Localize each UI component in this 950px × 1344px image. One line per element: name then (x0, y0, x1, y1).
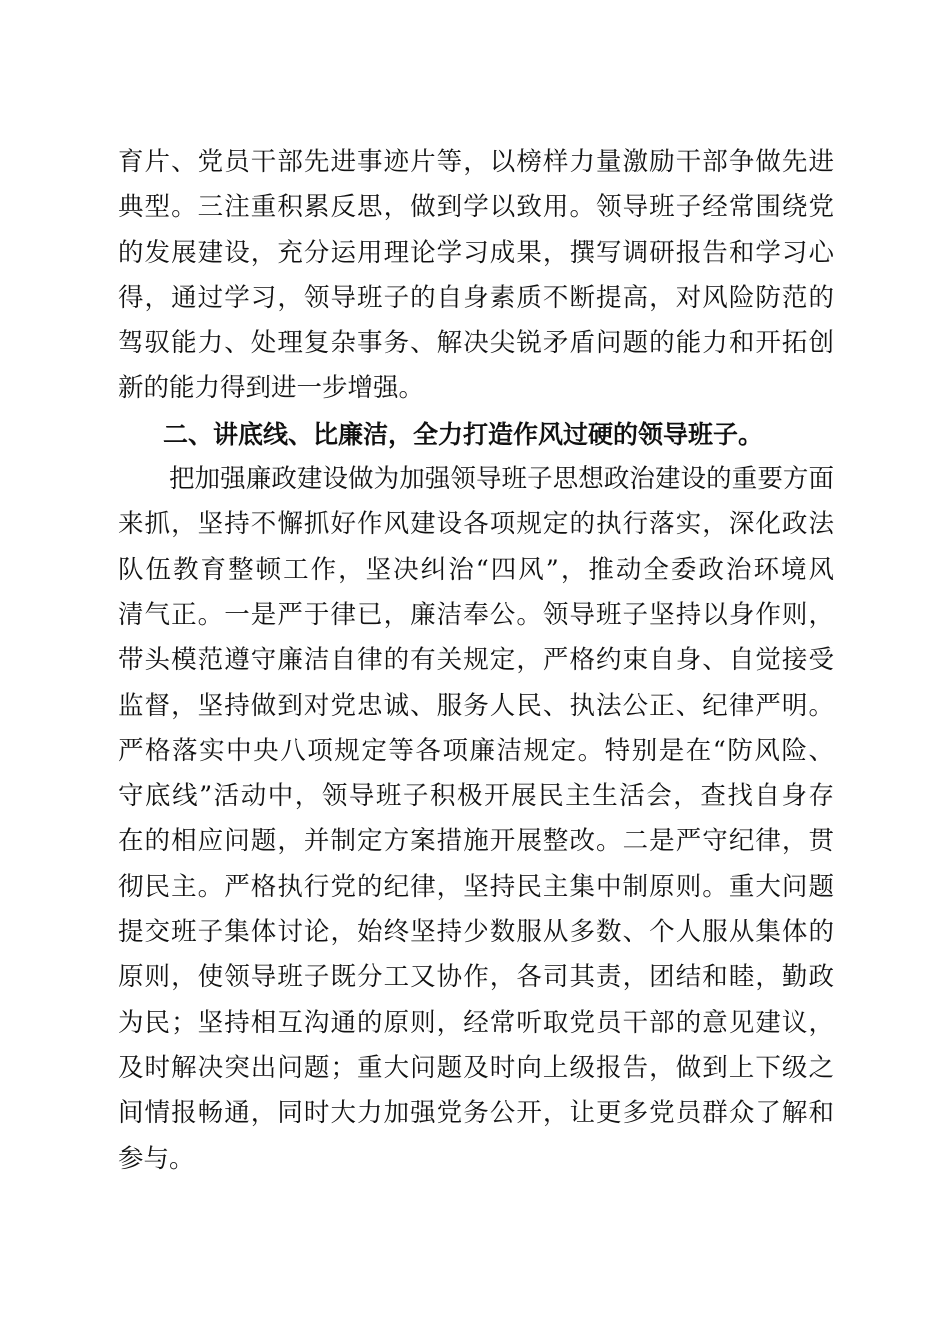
paragraph-1-line: 的发展建设，充分运用理论学习成果，撰写调研报告和学习心 (118, 237, 834, 268)
paragraph-2-line: 彻民主。严格执行党的纪律，坚持民主集中制原则。重大问题 (118, 871, 834, 902)
section-heading-2: 二、讲底线、比廉洁，全力打造作风过硬的领导班子。 (163, 419, 764, 449)
paragraph-2-line: 为民；坚持相互沟通的原则，经常听取党员干部的意见建议， (118, 1007, 834, 1038)
paragraph-1-line: 新的能力得到进一步增强。 (118, 373, 425, 404)
paragraph-2-line: 把加强廉政建设做为加强领导班子思想政治建设的重要方面 (169, 464, 834, 495)
paragraph-2-line: 监督，坚持做到对党忠诚、服务人民、执法公正、纪律严明。 (118, 690, 834, 721)
paragraph-2-line: 参与。 (118, 1143, 195, 1174)
paragraph-2-line: 清气正。一是严于律已，廉洁奉公。领导班子坚持以身作则， (118, 599, 834, 630)
paragraph-2-line: 来抓，坚持不懈抓好作风建设各项规定的执行落实，深化政法 (118, 509, 834, 540)
paragraph-2-line: 间情报畅通，同时大力加强党务公开，让更多党员群众了解和 (118, 1098, 834, 1129)
paragraph-1-line: 驾驭能力、处理复杂事务、解决尖锐矛盾问题的能力和开拓创 (118, 328, 834, 359)
paragraph-2-line: 队伍教育整顿工作，坚决纠治“四风”，推动全委政治环境风 (118, 554, 834, 585)
paragraph-2-line: 原则，使领导班子既分工又协作，各司其责，团结和睦，勤政 (118, 962, 834, 993)
paragraph-2-line: 提交班子集体讨论，始终坚持少数服从多数、个人服从集体的 (118, 917, 834, 948)
paragraph-1-line: 典型。三注重积累反思，做到学以致用。领导班子经常围绕党 (118, 192, 834, 223)
document-body (118, 140, 834, 1182)
paragraph-2-line: 及时解决突出问题；重大问题及时向上级报告，做到上下级之 (118, 1052, 834, 1083)
paragraph-2-line: 带头模范遵守廉洁自律的有关规定，严格约束自身、自觉接受 (118, 645, 834, 676)
paragraph-2-line: 守底线”活动中，领导班子积极开展民主生活会，查找自身存 (118, 781, 834, 812)
paragraph-2-line: 严格落实中央八项规定等各项廉洁规定。特别是在“防风险、 (118, 735, 834, 766)
paragraph-1-line: 育片、党员干部先进事迹片等，以榜样力量激励干部争做先进 (118, 147, 834, 177)
paragraph-1-line: 得，通过学习，领导班子的自身素质不断提高，对风险防范的 (118, 282, 834, 313)
paragraph-2-line: 在的相应问题，并制定方案措施开展整改。二是严守纪律，贯 (118, 826, 834, 857)
